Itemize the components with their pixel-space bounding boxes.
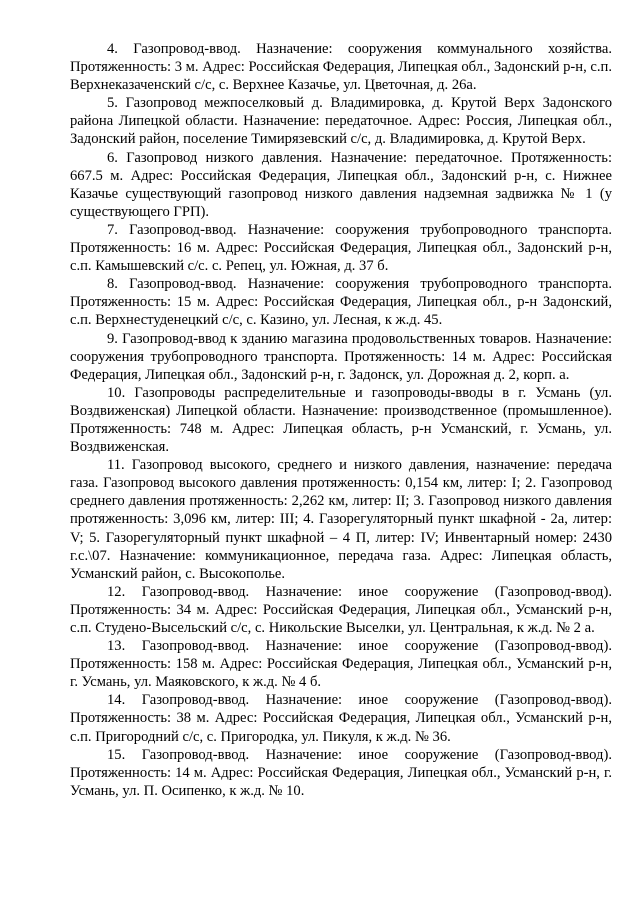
- list-item-10: 10. Газопроводы распределительные и газопроводы-вводы в г. Усмань (ул. Воздвиженская) Липецкой области. Назначение: производственное (промышленное). Протяженность: 748 м. Адрес: Липецкая область, р-н Усманский, г. Усмань, ул. Воздвиженская.: [70, 384, 612, 456]
- list-item-8: 8. Газопровод-ввод. Назначение: сооружения трубопроводного транспорта. Протяженность: 15 м. Адрес: Российская Федерация, Липецкая обл., р-н Задонский, с.п. Верхнестуденецкий с/с, с. Казино, ул. Лесная, к ж.д. 45.: [70, 276, 612, 329]
- list-item-4: 4. Газопровод-ввод. Назначение: сооружения коммунального хозяйства. Протяженность: 3 м. Адрес: Российская Федерация, Липецкая обл., Задонский р-н, с.п. Верхнеказаченский с/с, с. Верхнее Казачье, ул. Цветочная, д. 26а.: [70, 41, 612, 94]
- list-item-9: 9. Газопровод-ввод к зданию магазина продовольственных товаров. Назначение: сооружения трубопроводного транспорта. Протяженность: 14 м. Адрес: Российская Федерация, Липецкая обл., Задонский р-н, г. Задонск, ул. Дорожная д. 2, корп. а.: [70, 330, 612, 383]
- list-item-5: 5. Газопровод межпоселковый д. Владимировка, д. Крутой Верх Задонского района Липецкой области. Назначение: передаточное. Адрес: Россия, Липецкая обл., Задонский район, поселение Тимирязевский с/с, д. Владимировка, д. Крутой Верх.: [70, 95, 612, 148]
- list-item-11: 11. Газопровод высокого, среднего и низкого давления, назначение: передача газа. Газопровод высокого давления протяженность: 0,154 км, литер: I; 2. Газопровод среднего давления протяженность: 2,262 км, литер: II; 3. Газопровод низкого давления протяженность: 3,096 км, литер: III; 4. Газорегуляторный пункт шкафной - 2а, литер: V; 5. Газорегуляторный пункт шкафной – 4 П, литер: IV; Инвентарный номер: 2430 г.с.\07. Назначение: коммуникационное, передача газа. Адрес: Липецкая область, Усманский район, с. Высокополье.: [70, 457, 612, 582]
- list-item-12: 12. Газопровод-ввод. Назначение: иное сооружение (Газопровод-ввод). Протяженность: 34 м. Адрес: Российская Федерация, Липецкая обл., Усманский р-н, с.п. Студено-Высельский с/с, с. Никольские Выселки, ул. Центральная, к ж.д. № 2 а.: [70, 583, 612, 636]
- list-item-6: 6. Газопровод низкого давления. Назначение: передаточное. Протяженность: 667.5 м. Адрес: Российская Федерация, Липецкая обл., Задонский р-н, с. Нижнее Казачье существующий газопровод низкого давления надземная задвижка № 1 (у существующего ГРП).: [70, 149, 612, 220]
- document-page: [70, 40, 612, 800]
- list-item-7: 7. Газопровод-ввод. Назначение: сооружения трубопроводного транспорта. Протяженность: 16 м. Адрес: Российская Федерация, Липецкая обл., Задонский р-н, с.п. Камышевский с/с. с. Репец, ул. Южная, д. 37 б.: [70, 221, 612, 275]
- list-item-15: 15. Газопровод-ввод. Назначение: иное сооружение (Газопровод-ввод). Протяженность: 14 м. Адрес: Российская Федерация, Липецкая обл., Усманский р-н, г. Усмань, ул. П. Осипенко, к ж.д. № 10.: [70, 746, 612, 799]
- list-item-14: 14. Газопровод-ввод. Назначение: иное сооружение (Газопровод-ввод). Протяженность: 38 м. Адрес: Российская Федерация, Липецкая обл., Усманский р-н, с.п. Пригородний с/с, с. Пригородка, ул. Пикуля, к ж.д. № 36.: [70, 692, 612, 745]
- list-item-13: 13. Газопровод-ввод. Назначение: иное сооружение (Газопровод-ввод). Протяженность: 158 м. Адрес: Российская Федерация, Липецкая обл., Усманский р-н, г. Усмань, ул. Маяковского, к ж.д. № 4 б.: [70, 638, 612, 691]
